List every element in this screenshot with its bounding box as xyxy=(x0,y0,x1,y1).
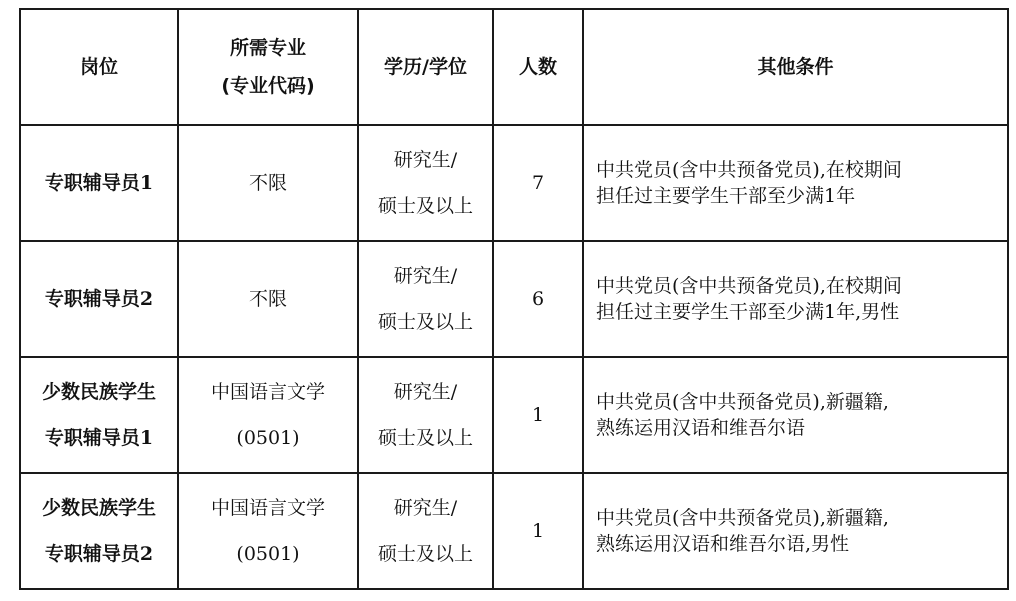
position-cell-line: 少数民族学生 xyxy=(41,497,156,519)
count-cell xyxy=(493,125,583,241)
position-cell-line: 少数民族学生 xyxy=(41,381,156,403)
position-cell xyxy=(20,241,178,357)
major-cell-line: (0501) xyxy=(236,427,300,449)
position-cell xyxy=(20,473,178,589)
degree-cell xyxy=(358,473,493,589)
header-conditions: 其他条件 xyxy=(583,9,1008,125)
conditions-cell-line: 中共党员(含中共预备党员),新疆籍, xyxy=(596,391,889,413)
table-row xyxy=(20,473,1008,589)
degree-cell-line: 研究生/ xyxy=(393,497,458,519)
count-cell xyxy=(493,473,583,589)
header-major xyxy=(178,9,358,125)
conditions-cell-line: 中共党员(含中共预备党员),新疆籍, xyxy=(596,507,889,529)
conditions-cell-line: 担任过主要学生干部至少满1年 xyxy=(596,185,856,207)
major-cell xyxy=(178,473,358,589)
position-cell xyxy=(20,357,178,473)
recruitment-table xyxy=(19,8,1009,590)
major-cell-line: 不限 xyxy=(248,288,287,310)
header-major-line2: (专业代码) xyxy=(221,75,315,97)
header-position: 岗位 xyxy=(20,9,178,125)
count-cell-line: 6 xyxy=(531,288,545,310)
count-cell-line: 7 xyxy=(531,172,545,194)
position-cell-line: 专职辅导员2 xyxy=(44,543,154,565)
header-major-line1: 所需专业 xyxy=(229,37,306,59)
major-cell-line: (0501) xyxy=(236,543,300,565)
degree-cell-line: 研究生/ xyxy=(393,381,458,403)
position-cell-line: 专职辅导员2 xyxy=(44,288,154,310)
conditions-cell xyxy=(583,473,1008,589)
count-cell xyxy=(493,357,583,473)
major-cell xyxy=(178,125,358,241)
degree-cell xyxy=(358,125,493,241)
major-cell xyxy=(178,241,358,357)
table-row xyxy=(20,357,1008,473)
conditions-cell-line: 担任过主要学生干部至少满1年,男性 xyxy=(596,301,900,323)
conditions-cell-line: 熟练运用汉语和维吾尔语,男性 xyxy=(596,533,850,555)
table-row xyxy=(20,125,1008,241)
position-cell-line: 专职辅导员1 xyxy=(44,427,154,449)
position-cell-line: 专职辅导员1 xyxy=(44,172,154,194)
header-degree: 学历/学位 xyxy=(358,9,493,125)
degree-cell-line: 研究生/ xyxy=(393,265,458,287)
degree-cell-line: 硕士及以上 xyxy=(377,427,473,449)
conditions-cell-line: 熟练运用汉语和维吾尔语 xyxy=(596,417,806,439)
conditions-cell xyxy=(583,241,1008,357)
degree-cell-line: 硕士及以上 xyxy=(377,311,473,333)
count-cell-line: 1 xyxy=(531,404,545,426)
conditions-cell-line: 中共党员(含中共预备党员),在校期间 xyxy=(596,275,902,297)
major-cell-line: 不限 xyxy=(248,172,287,194)
degree-cell-line: 硕士及以上 xyxy=(377,195,473,217)
degree-cell xyxy=(358,241,493,357)
degree-cell-line: 研究生/ xyxy=(393,149,458,171)
major-cell-line: 中国语言文学 xyxy=(210,497,325,519)
conditions-cell xyxy=(583,125,1008,241)
degree-cell xyxy=(358,357,493,473)
count-cell xyxy=(493,241,583,357)
header-count: 人数 xyxy=(493,9,583,125)
count-cell-line: 1 xyxy=(531,520,545,542)
position-cell xyxy=(20,125,178,241)
conditions-cell xyxy=(583,357,1008,473)
degree-cell-line: 硕士及以上 xyxy=(377,543,473,565)
major-cell xyxy=(178,357,358,473)
header-row xyxy=(20,9,1008,125)
table-row xyxy=(20,241,1008,357)
conditions-cell-line: 中共党员(含中共预备党员),在校期间 xyxy=(596,159,902,181)
major-cell-line: 中国语言文学 xyxy=(210,381,325,403)
